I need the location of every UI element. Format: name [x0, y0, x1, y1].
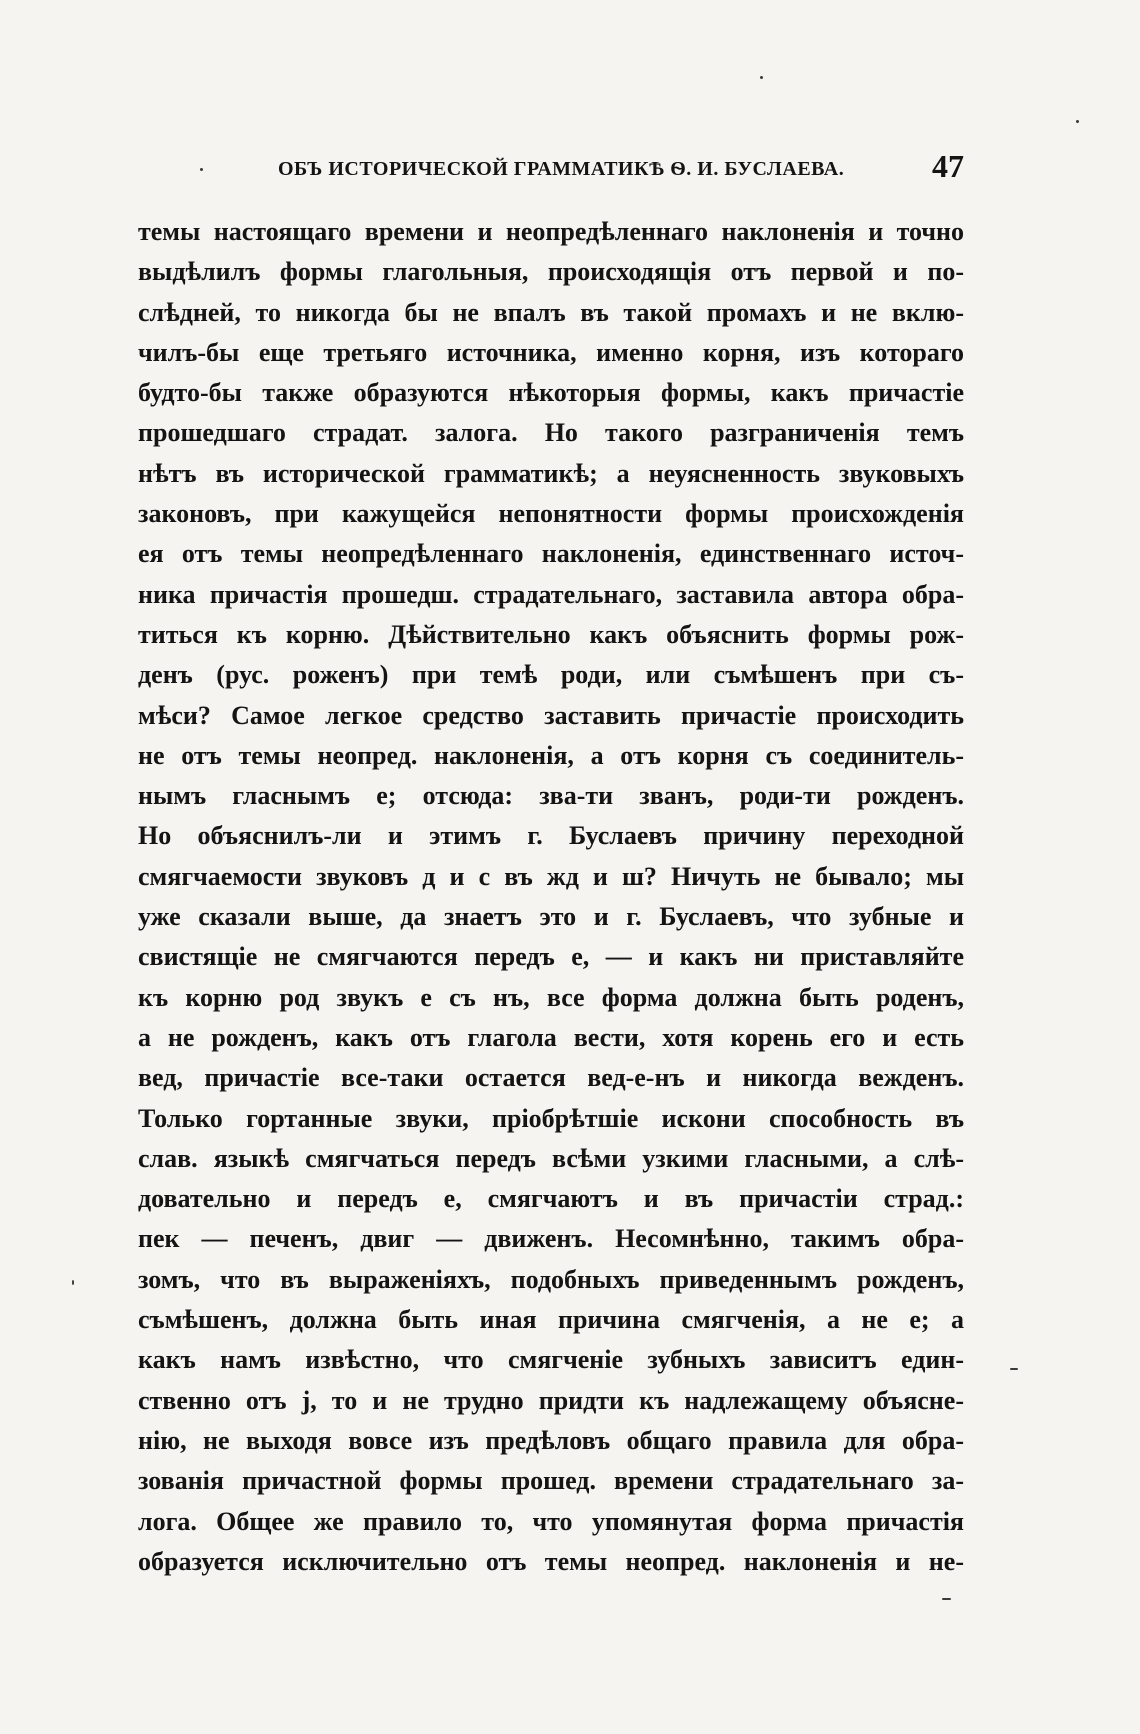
- text-line: темы настоящаго времени и неопредѣленнаго наклоненія и точно: [138, 217, 964, 246]
- text-line: денъ (рус. роженъ) при темѣ роди, или съмѣшенъ при съ-: [138, 660, 964, 690]
- text-line: прошедшаго страдат. залога. Но такого разграниченія темъ: [138, 418, 964, 448]
- running-head: [138, 148, 964, 188]
- text-line: ника причастія прошедш. страдательнаго, заставила автора обра-: [138, 579, 964, 609]
- page-number: 47: [932, 148, 964, 184]
- text-line: титься къ корню. Дѣйствительно какъ объяснить формы рож-: [138, 619, 964, 649]
- scan-speck: [1010, 1368, 1018, 1370]
- text-line: какъ намъ извѣстно, что смягченіе зубныхъ зависитъ един-: [138, 1345, 964, 1375]
- text-line: ея отъ темы неопредѣленнаго наклоненія, единственнаго источ-: [138, 539, 964, 569]
- body-text: [138, 212, 964, 1582]
- text-line: зованія причастной формы прошед. времени страдательнаго за-: [138, 1466, 964, 1496]
- text-line: не отъ темы неопред. наклоненія, а отъ корня съ соединитель-: [138, 740, 964, 770]
- scan-speck: [1076, 120, 1079, 123]
- text-line: смягчаемости звуковъ д и с въ жд и ш? Ничуть не бывало; мы: [138, 861, 964, 891]
- text-line: лога. Общее же правило то, что упомянутая форма причастія: [138, 1506, 964, 1536]
- text-line: зомъ, что въ выраженіяхъ, подобныхъ приведеннымъ рожденъ,: [138, 1264, 964, 1294]
- text-line: мѣси? Самое легкое средство заставить причастіе происходить: [138, 700, 964, 730]
- text-line: довательно и передъ е, смягчаютъ и въ причастіи страд.:: [138, 1184, 964, 1214]
- text-line: а не рожденъ, какъ отъ глагола вести, хотя корень его и есть: [138, 1022, 964, 1052]
- text-line: образуется исключительно отъ темы неопред. наклоненія и не-: [138, 1546, 964, 1576]
- text-line: будто-бы также образуются нѣкоторыя формы, какъ причастіе: [138, 378, 964, 408]
- text-line: нымъ гласнымъ е; отсюда: зва-ти званъ, роди-ти рожденъ.: [138, 781, 964, 811]
- text-line: выдѣлилъ формы глагольныя, происходящія отъ первой и по-: [138, 257, 964, 287]
- scan-speck: [72, 1280, 74, 1285]
- scan-speck: [942, 1598, 951, 1600]
- text-line: слѣдней, то никогда бы не впалъ въ такой промахъ и не вклю-: [138, 297, 964, 327]
- text-line: къ корню род звукъ е съ нъ, все форма должна быть роденъ,: [138, 982, 964, 1012]
- text-line: ственно отъ j, то и не трудно придти къ надлежащему объясне-: [138, 1385, 964, 1415]
- text-line: Но объяснилъ-ли и этимъ г. Буслаевъ причину переходной: [138, 821, 964, 851]
- text-line: слав. языкѣ смягчаться передъ всѣми узкими гласными, а слѣ-: [138, 1143, 964, 1173]
- text-line: свистящіе не смягчаются передъ е, — и какъ ни приставляйте: [138, 942, 964, 972]
- text-line: нію, не выходя вовсе изъ предѣловъ общаго правила для обра-: [138, 1425, 964, 1455]
- scan-speck: [200, 168, 203, 171]
- text-line: Только гортанные звуки, пріобрѣтшіе искони способность въ: [138, 1103, 964, 1133]
- text-line: съмѣшенъ, должна быть иная причина смягченія, а не е; а: [138, 1305, 964, 1335]
- text-line: чилъ-бы еще третьяго источника, именно корня, изъ котораго: [138, 337, 964, 367]
- text-line: вед, причастіе все-таки остается вед-е-нъ и никогда вежденъ.: [138, 1063, 964, 1093]
- scan-speck: [760, 76, 763, 79]
- text-line: пек — печенъ, двиг — движенъ. Несомнѣнно, такимъ обра-: [138, 1224, 964, 1254]
- text-line: нѣтъ въ исторической грамматикѣ; а неуясненность звуковыхъ: [138, 458, 964, 488]
- text-line: законовъ, при кажущейся непонятности формы происхожденія: [138, 499, 964, 529]
- running-title: ОБЪ ИСТОРИЧЕСКОЙ ГРАММАТИКѢ Ѳ. И. БУСЛАЕВА.: [278, 158, 845, 180]
- text-line: уже сказали выше, да знаетъ это и г. Буслаевъ, что зубные и: [138, 902, 964, 932]
